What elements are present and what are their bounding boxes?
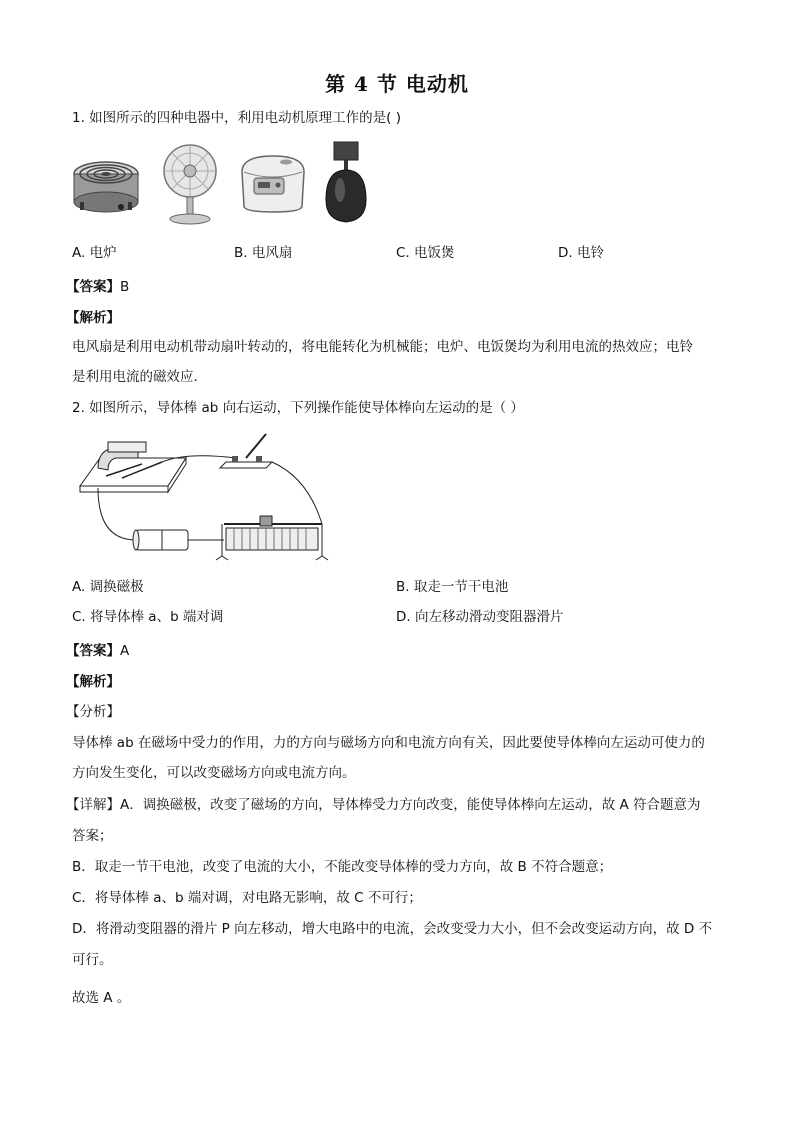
q2-detail-line1: 【详解】A．调换磁极，改变了磁场的方向，导体棒受力方向改变，能使导体棒向左运动，故 A 符合题意为: [66, 797, 701, 813]
answer-label: 【答案】: [66, 643, 120, 659]
answer-value: B: [120, 279, 130, 295]
q1-option-a: A. 电炉: [72, 245, 117, 261]
q2-option-b: B. 取走一节干电池: [396, 579, 509, 595]
q1-option-d: D. 电铃: [558, 245, 604, 261]
q2-option-d: D. 向左移动滑动变阻器滑片: [396, 609, 564, 625]
answer-label: 【答案】: [66, 279, 120, 295]
q2-stem: 2. 如图所示，导体棒 ab 向右运动，下列操作能使导体棒向左运动的是（ ）: [72, 400, 524, 416]
q1-option-b: B. 电风扇: [234, 245, 293, 261]
q1-option-c: C. 电饭煲: [396, 245, 455, 261]
q1-answer: [66, 275, 129, 295]
q1-stem: 1. 如图所示的四种电器中，利用电动机原理工作的是( ): [72, 110, 401, 126]
q2-analysis-label: 【解析】: [66, 674, 120, 690]
q2-option-c: C. 将导体棒 a、b 端对调: [72, 609, 224, 625]
q2-detail-d1: D．将滑动变阻器的滑片 P 向左移动，增大电路中的电流，会改变受力大小，但不会改变运动方向，故 D 不: [72, 921, 713, 937]
q2-detail-d2: 可行。: [72, 952, 113, 968]
q2-conclusion: 故选 A 。: [72, 990, 131, 1006]
q2-detail-c: C．将导体棒 a、b 端对调，对电路无影响，故 C 不可行；: [72, 890, 422, 906]
q2-answer: [66, 639, 129, 659]
q1-analysis-line2: 是利用电流的磁效应．: [72, 369, 207, 385]
q2-option-a: A. 调换磁极: [72, 579, 144, 595]
electric-stove-image: [70, 150, 142, 220]
q2-fenxi-line1: 导体棒 ab 在磁场中受力的作用，力的方向与磁场方向和电流方向有关，因此要使导体棒向左运动可使力的: [72, 735, 705, 751]
q2-detail-b: B．取走一节干电池，改变了电流的大小，不能改变导体棒的受力方向，故 B 不符合题意；: [72, 859, 613, 875]
page-title: 第 4 节 电动机: [325, 72, 469, 96]
circuit-diagram: [76, 428, 334, 562]
q1-analysis-label: 【解析】: [66, 310, 120, 326]
q2-fenxi-label: 【分析】: [66, 704, 120, 720]
q1-analysis-line1: 电风扇是利用电动机带动扇叶转动的，将电能转化为机械能；电炉、电饭煲均为利用电流的热效应；电铃: [72, 339, 693, 355]
electric-fan-image: [158, 143, 222, 225]
q2-fenxi-line2: 方向发生变化，可以改变磁场方向或电流方向。: [72, 765, 356, 781]
electric-bell-image: [322, 140, 372, 226]
answer-value: A: [120, 643, 130, 659]
q2-detail-line2: 答案；: [72, 828, 113, 844]
rice-cooker-image: [236, 150, 310, 216]
